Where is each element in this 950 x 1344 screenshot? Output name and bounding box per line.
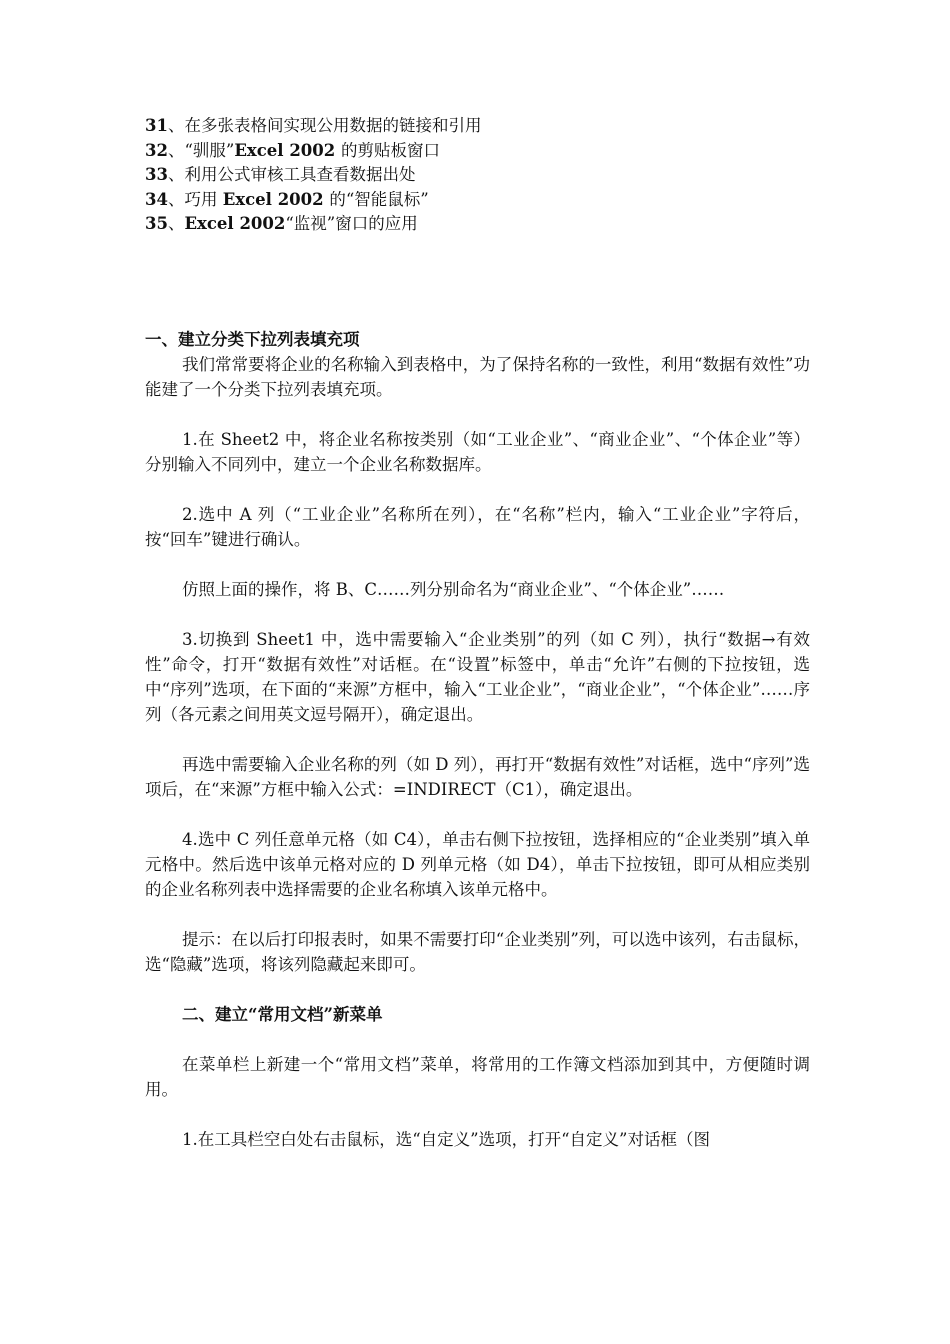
toc-item-33 — [145, 163, 810, 188]
toc-text-bold: Excel 2002 — [222, 189, 330, 209]
toc-item-35 — [145, 212, 810, 237]
paragraph: 仿照上面的操作，将 B、C……列分别命名为“商业企业”、“个体企业”…… — [182, 579, 725, 599]
toc-text-bold: Excel 2002 — [234, 140, 341, 160]
toc-number: 35 — [145, 214, 168, 234]
toc-number: 34 — [145, 189, 168, 209]
toc-separator: 、 — [167, 116, 185, 135]
toc-text: “驯服” — [184, 140, 235, 160]
tip-paragraph: 提示：在以后打印报表时，如果不需要打印“企业类别”列，可以选中该列，右击鼠标，选“隐藏”选项，将该列隐藏起来即可。 — [145, 929, 810, 974]
toc-separator: 、 — [167, 189, 185, 209]
paragraph: 在菜单栏上新建一个“常用文档”菜单，将常用的工作簿文档添加到其中，方便随时调用。 — [145, 1054, 810, 1099]
toc-text: 巧用 — [184, 189, 223, 209]
toc-text: “监视”窗口的应用 — [285, 214, 418, 234]
toc-text: 的“智能鼠标” — [329, 189, 429, 209]
section-heading: 一、建立分类下拉列表填充项 — [145, 329, 360, 349]
section-2 — [145, 1002, 810, 1152]
toc-text-bold: Excel 2002 — [184, 214, 286, 234]
toc-item-31 — [145, 114, 810, 139]
toc-separator: 、 — [167, 140, 185, 160]
toc-separator: 、 — [167, 214, 185, 234]
paragraph: 再选中需要输入企业名称的列（如 D 列），再打开“数据有效性”对话框，选中“序列”选项后，在“来源”方框中输入公式：=INDIRECT（C1），确定退出。 — [145, 754, 810, 799]
toc-number: 33 — [145, 165, 168, 185]
toc-text: 利用公式审核工具查看数据出处 — [184, 165, 416, 185]
paragraph: 1.在 Sheet2 中，将企业名称按类别（如“工业企业”、“商业企业”、“个体企业”等）分别输入不同列中，建立一个企业名称数据库。 — [145, 429, 810, 474]
toc-number: 32 — [145, 140, 168, 160]
section-heading: 二、建立“常用文档”新菜单 — [182, 1004, 383, 1024]
toc-text: 在多张表格间实现公用数据的链接和引用 — [184, 116, 482, 135]
paragraph: 1.在工具栏空白处右击鼠标，选“自定义”选项，打开“自定义”对话框（图 — [182, 1129, 710, 1149]
toc-number: 31 — [145, 116, 168, 135]
section-1 — [145, 327, 810, 977]
paragraph: 2.选中 A 列（“工业企业”名称所在列），在“名称”栏内，输入“工业企业”字符后，按“回车”键进行确认。 — [145, 504, 810, 549]
toc-separator: 、 — [167, 165, 185, 185]
document-page — [145, 114, 810, 1152]
toc-text: 的剪贴板窗口 — [340, 140, 440, 160]
toc-item-32 — [145, 139, 810, 164]
toc-item-34 — [145, 188, 810, 213]
paragraph: 3.切换到 Sheet1 中，选中需要输入“企业类别”的列（如 C 列），执行“数据→有效性”命令，打开“数据有效性”对话框。在“设置”标签中，单击“允许”右侧的下拉按钮，选中“序列”选项，在下面的“来源”方框中，输入“工业企业”，“商业企业”，“个体企业”……序列（各元素之间用英文逗号隔开），确定退出。 — [145, 629, 810, 724]
toc-list — [145, 114, 810, 237]
paragraph: 我们常常要将企业的名称输入到表格中，为了保持名称的一致性，利用“数据有效性”功能建了一个分类下拉列表填充项。 — [145, 354, 810, 399]
paragraph: 4.选中 C 列任意单元格（如 C4），单击右侧下拉按钮，选择相应的“企业类别”填入单元格中。然后选中该单元格对应的 D 列单元格（如 D4），单击下拉按钮，即可从相应类别的企业名称列表中选择需要的企业名称填入该单元格中。 — [145, 829, 810, 899]
